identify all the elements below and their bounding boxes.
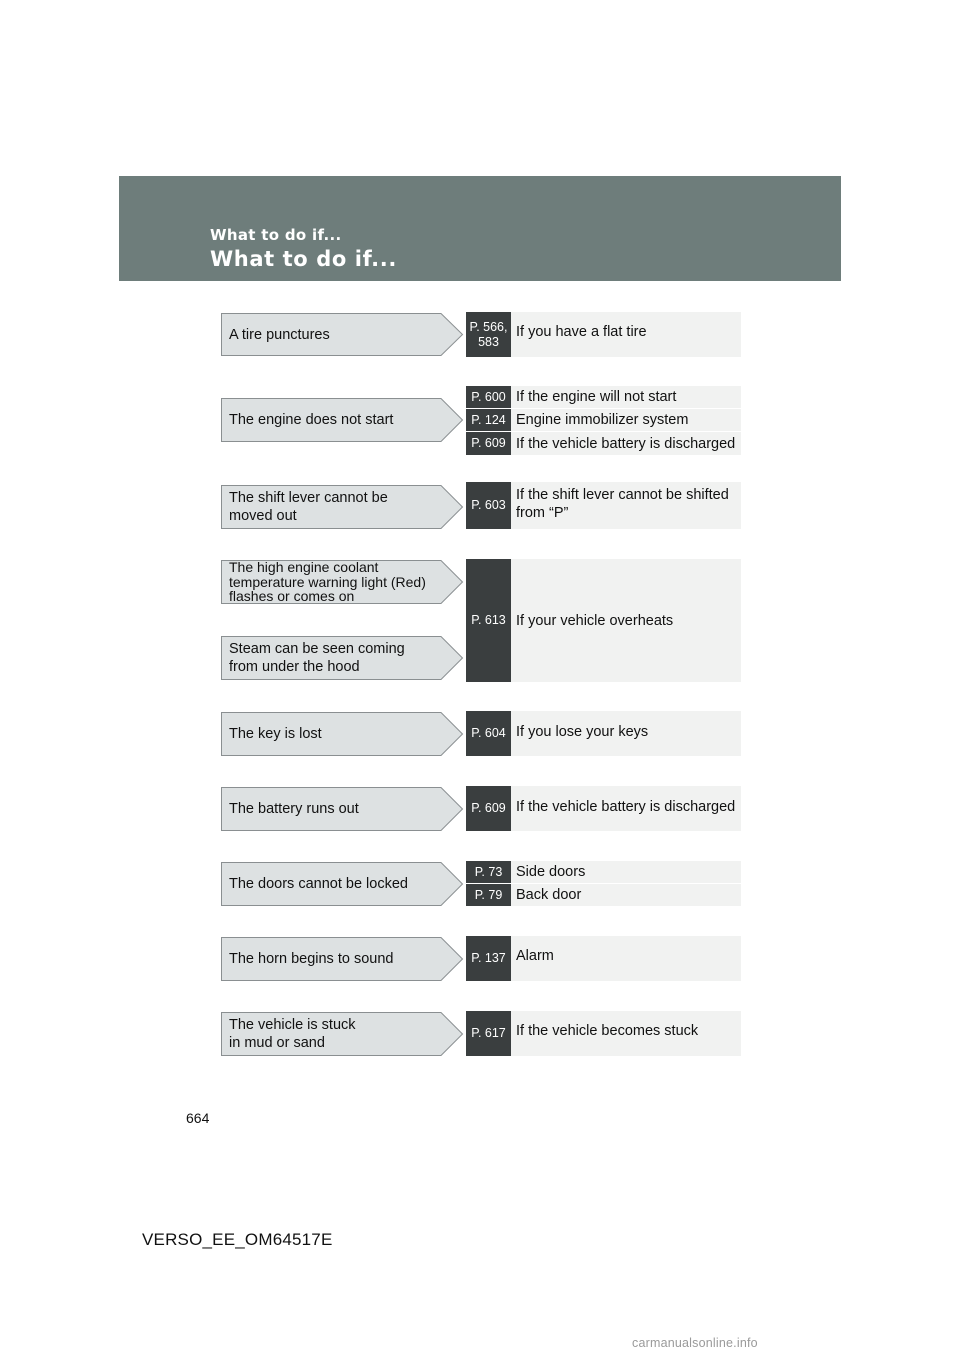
section-label: What to do if... (210, 226, 342, 244)
reference-row[interactable] (466, 386, 741, 408)
situation-box (221, 862, 463, 906)
situation-text: The vehicle is stuck in mud or sand (229, 1017, 356, 1051)
page-reference[interactable]: P. 566, 583 (466, 312, 511, 357)
situation-box (221, 787, 463, 831)
reference-title[interactable]: Back door (516, 887, 582, 903)
situation-text: The horn begins to sound (229, 951, 394, 967)
reference-row[interactable] (466, 884, 741, 906)
situation-text: The shift lever cannot be moved out (229, 490, 388, 524)
reference-group (466, 936, 741, 981)
reference-group (466, 312, 741, 357)
page-number: 664 (186, 1110, 210, 1126)
reference-title[interactable]: If the engine will not start (516, 389, 677, 405)
reference-group (466, 482, 741, 529)
page-reference[interactable]: P. 609 (466, 786, 511, 831)
reference-title[interactable]: If the vehicle battery is discharged (516, 435, 736, 452)
reference-title[interactable]: Engine immobilizer system (516, 412, 689, 428)
page-reference[interactable]: P. 137 (466, 936, 511, 981)
page-reference[interactable]: P. 604 (466, 711, 511, 756)
situation-box (221, 398, 463, 442)
situation-text: The engine does not start (229, 412, 394, 428)
page-reference[interactable]: P. 73 (466, 861, 511, 883)
situation-box (221, 937, 463, 981)
reference-title[interactable]: If the shift lever cannot be shifted from “P” (516, 487, 729, 521)
page-reference[interactable]: P. 124 (466, 409, 511, 431)
section-header (119, 176, 841, 281)
page-reference[interactable]: P. 617 (466, 1011, 511, 1056)
reference-title[interactable]: If you have a flat tire (516, 324, 647, 340)
reference-title[interactable]: If the vehicle battery is discharged (516, 799, 736, 815)
situation-text: A tire punctures (229, 326, 330, 343)
page-title: What to do if... (210, 247, 397, 271)
situation-text: The key is lost (229, 726, 322, 742)
page-reference[interactable]: P. 613 (466, 559, 511, 682)
reference-group (466, 386, 741, 455)
situation-box (221, 560, 463, 604)
reference-group (466, 786, 741, 831)
page-reference[interactable]: P. 600 (466, 386, 511, 408)
reference-row[interactable] (466, 482, 741, 529)
reference-group (466, 559, 741, 682)
reference-row[interactable] (466, 786, 741, 831)
reference-group (466, 861, 741, 906)
page-reference[interactable]: P. 609 (466, 432, 511, 455)
situation-box (221, 1012, 463, 1056)
situation-text: Steam can be seen coming from under the hood (229, 641, 405, 675)
situation-text: The doors cannot be locked (229, 876, 408, 892)
reference-title[interactable]: If you lose your keys (516, 724, 649, 740)
document-code: VERSO_EE_OM64517E (142, 1230, 333, 1249)
reference-row[interactable] (466, 559, 741, 682)
reference-row[interactable] (466, 432, 741, 455)
situation-box (221, 485, 463, 529)
reference-row[interactable] (466, 936, 741, 981)
reference-group (466, 1011, 741, 1056)
reference-row[interactable] (466, 1011, 741, 1056)
situation-text: The battery runs out (229, 801, 359, 817)
reference-group (466, 711, 741, 756)
watermark-text: carmanualsonline.info (632, 1336, 758, 1350)
page-reference[interactable]: P. 79 (466, 884, 511, 906)
situation-text: The high engine coolant temperature warning light (Red) flashes or comes on (229, 559, 426, 605)
reference-row[interactable] (466, 861, 741, 883)
reference-row[interactable] (466, 711, 741, 756)
reference-title[interactable]: Alarm (516, 948, 554, 964)
situation-box (221, 636, 463, 680)
reference-title[interactable]: Side doors (516, 864, 586, 880)
reference-row[interactable] (466, 409, 741, 431)
reference-title[interactable]: If your vehicle overheats (516, 612, 674, 629)
page-reference[interactable]: P. 603 (466, 482, 511, 529)
reference-title[interactable]: If the vehicle becomes stuck (516, 1023, 699, 1039)
situation-box (221, 313, 463, 356)
reference-row[interactable] (466, 312, 741, 357)
situation-box (221, 712, 463, 756)
